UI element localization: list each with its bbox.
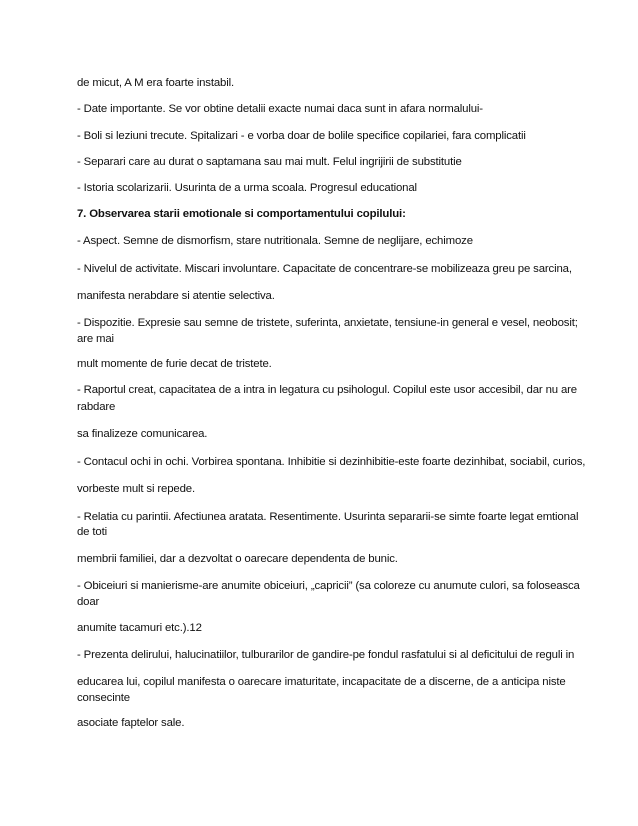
text-line: - Relatia cu parintii. Afectiunea aratata. Resentimente. Usurinta separarii-se simte foarte legat emtional <box>77 511 579 523</box>
text-line: - Boli si leziuni trecute. Spitalizari - e vorba doar de bolile specifice copilariei, fara complicatii <box>77 130 526 142</box>
text-line: - Aspect. Semne de dismorfism, stare nutritionala. Semne de neglijare, echimoze <box>77 235 473 247</box>
section-heading: 7. Observarea starii emotionale si comportamentului copilului: <box>77 208 406 220</box>
text-line: doar <box>77 596 100 608</box>
text-line: consecinte <box>77 692 130 704</box>
text-line: de micut, A M era foarte instabil. <box>77 77 234 89</box>
text-line: rabdare <box>77 401 116 413</box>
text-line: membrii familiei, dar a dezvoltat o oarecare dependenta de bunic. <box>77 553 398 565</box>
text-line: educarea lui, copilul manifesta o oarecare imaturitate, incapacitate de a discerne, de a anticipa niste <box>77 676 566 688</box>
text-line: manifesta nerabdare si atentie selectiva. <box>77 290 275 302</box>
text-line: are mai <box>77 333 114 345</box>
text-line: de toti <box>77 526 107 538</box>
text-line: - Istoria scolarizarii. Usurinta de a urma scoala. Progresul educational <box>77 182 417 194</box>
text-line: mult momente de furie decat de tristete. <box>77 358 272 370</box>
text-line: - Obiceiuri si manierisme-are anumite obiceiuri, „capricii” (sa coloreze cu anumute culori, sa foloseasca <box>77 580 580 592</box>
text-line: sa finalizeze comunicarea. <box>77 428 208 440</box>
text-line: - Separari care au durat o saptamana sau mai mult. Felul ingrijirii de substitutie <box>77 156 462 168</box>
text-line: - Date importante. Se vor obtine detalii exacte numai daca sunt in afara normalului- <box>77 103 483 115</box>
text-line: - Raportul creat, capacitatea de a intra in legatura cu psihologul. Copilul este usor accesibil, dar nu are <box>77 384 577 396</box>
text-line: asociate faptelor sale. <box>77 717 185 729</box>
text-line: anumite tacamuri etc.).12 <box>77 622 202 634</box>
text-line: - Dispozitie. Expresie sau semne de tristete, suferinta, anxietate, tensiune-in general e vesel, neobosit; <box>77 317 578 329</box>
text-line: - Prezenta delirului, halucinatiilor, tulburarilor de gandire-pe fondul rasfatului si al deficitului de reguli in <box>77 649 575 661</box>
text-line: vorbeste mult si repede. <box>77 483 195 495</box>
text-line: - Contacul ochi in ochi. Vorbirea spontana. Inhibitie si dezinhibitie-este foarte dezinhibat, sociabil, curios, <box>77 456 586 468</box>
text-line: - Nivelul de activitate. Miscari involuntare. Capacitate de concentrare-se mobilizeaza greu pe sarcina, <box>77 263 572 275</box>
